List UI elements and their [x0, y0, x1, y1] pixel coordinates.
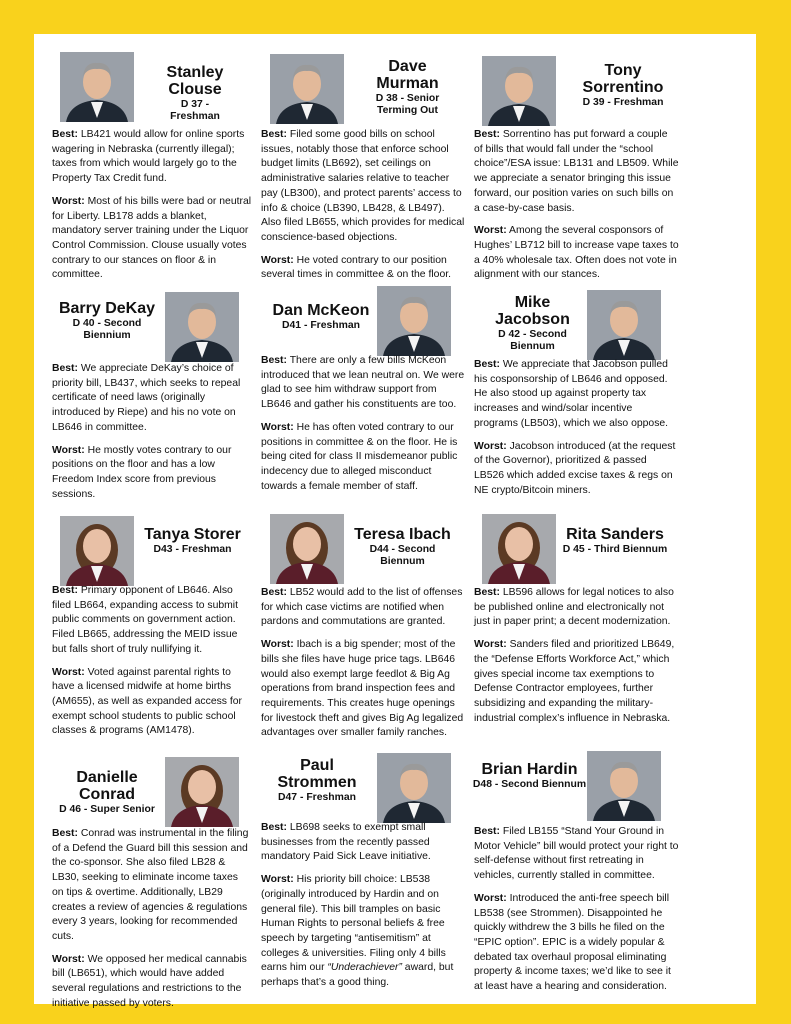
district: D44 [369, 544, 389, 555]
portrait-woman-photo [165, 757, 239, 827]
best-text: Filed LB155 “Stand Your Ground in Motor Vehicle” bill would protect your right to self-defense without first retreating in vehicles, currently stalled in committee. [474, 826, 679, 882]
term: Freshman [306, 792, 356, 803]
best-paragraph [52, 584, 252, 658]
portrait-man-photo [60, 52, 134, 122]
district-term: D 38 - Senior Terming Out [375, 93, 440, 116]
worst-text: He voted contrary to our position several times in committee & on the floor. [261, 254, 451, 281]
term: Second Biennium [83, 318, 142, 341]
best-text: LB421 would allow for online sports wagering in Nebraska (currently illegal); taxes from which would largely go to the Property Tax Credit fund. [52, 129, 245, 185]
best-paragraph [261, 128, 466, 246]
name-line: Clouse [168, 81, 222, 98]
best-paragraph [474, 825, 679, 884]
name-line: Stanley [166, 64, 224, 81]
best-text: LB596 allows for legal notices to also be published online and electronically not just in paper print; a decent modernization. [474, 587, 674, 628]
worst-text: Voted against parental rights to have a licensed midwife at home births (AM655), as well as expanded access for exempt school students to public school classes & programs (AM1478). [52, 666, 243, 737]
district-term: D48 - Second Biennum [472, 779, 587, 790]
district-term: D 46 - Super Senior [59, 804, 155, 815]
portrait-man-photo [165, 292, 239, 362]
best-paragraph [52, 827, 252, 945]
best-text: Conrad was instrumental in the filing of a Defend the Guard bill this session and the co-sponsor. She also filed LB28 & LB30, seeking to eliminate income taxes on tips & overtime. Additionally, LB29 creates a review of agencies & regulations every 3 years, looking for recommended cuts. [52, 828, 249, 942]
worst-paragraph [474, 892, 679, 995]
worst-text: Introduced the anti-free speech bill LB538 (see Strommen). Disappointed he quickly withdrew the 3 bills he filed on the “EPIC option”. EPIC is a widely popular & debated tax overhaul proposal eliminating property & income taxes; we’d like to see it at least have a hearing and consideration. [474, 892, 671, 993]
worst-label: Worst: [52, 953, 85, 965]
district-term: D 37 - Freshman [170, 99, 220, 122]
term: Super Senior [90, 804, 155, 815]
term: Freshman [181, 544, 232, 555]
portrait-man-photo [482, 56, 556, 126]
portrait-woman-photo [482, 514, 556, 584]
best-text: We appreciate that Jacobson pulled his cosponsorship of LB646 and opposed. He also stood up against property tax increases and wind/solar incentive programs (LB503), which we also oppose. [474, 359, 669, 429]
term: Freshman [613, 97, 664, 108]
best-label: Best: [261, 822, 287, 833]
portrait-woman-photo [60, 516, 134, 586]
legislator-name [560, 526, 670, 556]
legislator-name [262, 302, 380, 332]
name-line: Paul [300, 757, 334, 774]
district: D41 [282, 320, 302, 331]
legislator-name [52, 300, 162, 342]
district-term: D43 - Freshman [153, 544, 232, 555]
best-text: Filed some good bills on school issues, notably those that enforce school budget limits (LB692), set ceilings on administrative salaries relative to teacher pay (LB300), and protect parents’ access to info & choice (LB390, LB428, & LB497). Also filed LB655, which provides for medical conscience-based objections. [261, 129, 465, 243]
name-line: Conrad [79, 786, 135, 803]
worst-label: Worst: [261, 639, 294, 651]
legislator-name [472, 761, 587, 791]
district: D 42 [498, 329, 521, 340]
worst-text: Ibach is a big spender; most of the bills she files have huge price tags. LB646 would also exempt large feedlot & Big Ag operations from brand inspection fees and requirements. This creates huge openings for livestock theft and gives Big Ag legalized advantages over smaller family ranches. [261, 639, 464, 739]
portrait-man-photo [587, 290, 661, 360]
term: Second Biennum [380, 544, 436, 567]
best-paragraph [52, 128, 252, 187]
worst-paragraph [474, 440, 679, 499]
district: D47 [278, 792, 298, 803]
best-label: Best: [52, 585, 78, 596]
portrait-woman-photo [270, 514, 344, 584]
legislator-name [140, 526, 245, 556]
portrait-man-photo [377, 286, 451, 356]
district: D 39 [582, 97, 605, 108]
portrait-man-photo [270, 54, 344, 124]
name-line: Brian Hardin [481, 761, 578, 778]
worst-text: Most of his bills were bad or neutral for Liberty. LB178 adds a blanket, mandatory server training under the Liquor Control Commission. Clouse usually votes contrary to our stances on floor & in committee. [52, 195, 252, 281]
worst-paragraph [52, 195, 252, 283]
legislator-name [480, 294, 585, 353]
worst-label: Worst: [474, 225, 507, 237]
legislator-name [262, 757, 372, 804]
best-paragraph [261, 354, 466, 413]
legislator-name [52, 769, 162, 816]
district-term: D 42 - Second Biennum [498, 329, 567, 352]
name-line: Mike [514, 294, 551, 311]
name-line: Barry DeKay [58, 300, 156, 317]
worst-paragraph [261, 873, 466, 991]
portrait-man-photo [377, 753, 451, 823]
name-line: Rita Sanders [566, 526, 664, 543]
best-paragraph [261, 821, 466, 865]
best-paragraph [474, 358, 679, 432]
term: Second Biennum [510, 329, 567, 352]
worst-text: He has often voted contrary to our positions in committee & on the floor. He is being cited for class II misdemeanor public indecency due to alleged misconduct towards a female member of staff. [261, 421, 458, 492]
worst-label: Worst: [52, 195, 85, 207]
name-line: Jacobson [495, 311, 570, 328]
district: D48 [472, 779, 492, 790]
district-term: D41 - Freshman [282, 320, 360, 331]
worst-paragraph [52, 444, 252, 503]
best-text: Primary opponent of LB646. Also filed LB664, expanding access to submit public comments on government action. Filed LB665, addressing the MEID issue but falls short of truly nullifying it. [52, 585, 238, 655]
best-paragraph [261, 586, 466, 630]
page [34, 34, 756, 1009]
worst-tail: award, but perhaps that’s a good thing. [261, 962, 454, 989]
worst-label: Worst: [474, 639, 507, 651]
legislator-name [568, 62, 678, 109]
worst-paragraph [261, 638, 466, 741]
legislator-name [350, 526, 455, 568]
best-label: Best: [474, 129, 500, 140]
worst-label: Worst: [261, 421, 294, 433]
worst-paragraph [261, 254, 466, 283]
worst-text: His priority bill choice: LB538 (originally introduced by Hardin and on general file). This bill tramples on basic Human Rights to personal beliefs & free speech by targeting “antisemitism” at colleges & universities. Filing only 4 bills earns him our [261, 874, 446, 974]
name-line: Tanya Storer [144, 526, 241, 543]
portrait-man-photo [587, 751, 661, 821]
best-text: Sorrentino has put forward a couple of bills that would fall under the “school choice”/ESA issue: LB131 and LB509. While we appreciate a senator bringing this issue forward, our position varies on such bills on a case-by-case basis. [474, 129, 679, 214]
worst-paragraph [52, 953, 252, 1012]
district: D 37 [180, 99, 203, 110]
best-text: LB52 would add to the list of offenses for which case victims are notified when pardons and commutations are granted. [261, 587, 463, 628]
best-text: There are only a few bills McKeon introduced that we lean neutral on. We were glad to see him withdraw support from LB646 and gather his constituents are too. [261, 355, 465, 411]
name-line: Murman [376, 75, 439, 92]
district-term: D 40 - Second Biennium [72, 318, 142, 341]
best-text: LB698 seeks to exempt small businesses from the recently passed mandatory Paid Sick Leave initiative. [261, 822, 431, 863]
worst-label: Worst: [474, 892, 507, 904]
best-label: Best: [52, 129, 78, 140]
district-term: D47 - Freshman [278, 792, 356, 803]
name-line: Strommen [277, 774, 357, 791]
best-label: Best: [261, 355, 287, 366]
name-line: Sorrentino [582, 79, 664, 96]
term: Third Biennum [593, 544, 668, 555]
worst-label: Worst: [52, 444, 85, 456]
best-label: Best: [474, 587, 500, 598]
best-text: We appreciate DeKay’s choice of priority bill, LB437, which seeks to repeal certificate of need laws (originally introduced by Riepe) and his no vote on LB646 in committee. [52, 363, 241, 433]
district-term: D44 - Second Biennum [369, 544, 436, 567]
worst-italic: “Underachiever” [327, 962, 402, 974]
district-term: D 45 - Third Biennum [562, 544, 668, 555]
district: D 40 [72, 318, 95, 329]
term: Freshman [170, 111, 220, 122]
worst-paragraph [474, 224, 679, 283]
best-paragraph [52, 362, 252, 436]
worst-label: Worst: [261, 254, 294, 266]
district: D43 [153, 544, 173, 555]
worst-label: Worst: [52, 666, 85, 678]
legislator-name [360, 58, 455, 117]
district: D 46 [59, 804, 82, 815]
worst-text: Jacobson introduced (at the request of the Governor), prioritized & passed LB526 which added excise taxes & regs on NE crypto/Bitcoin miners. [474, 440, 676, 496]
worst-paragraph [52, 666, 252, 740]
name-line: Teresa Ibach [354, 526, 451, 543]
worst-paragraph [261, 421, 466, 495]
term: Freshman [310, 320, 360, 331]
worst-paragraph [474, 638, 679, 726]
best-label: Best: [474, 359, 500, 370]
worst-text: We opposed her medical cannabis bill (LB651), which would have added several regulations and restrictions to the initiative passed by voters. [52, 953, 247, 1009]
worst-text: Among the several cosponsors of Hughes’ LB712 bill to increase vape taxes to a 40% wholesale tax. Often does not vote in alignment with our stances. [474, 225, 679, 281]
best-paragraph [474, 128, 679, 216]
district: D 38 [375, 93, 398, 104]
worst-text: He mostly votes contrary to our positions on the floor and has a low Freedom Index score from previous sessions. [52, 444, 232, 500]
worst-label: Worst: [261, 874, 294, 886]
best-paragraph [474, 586, 679, 630]
legislator-name [155, 64, 235, 123]
best-label: Best: [474, 826, 500, 837]
name-line: Dan McKeon [272, 302, 370, 319]
name-line: Danielle [76, 769, 138, 786]
worst-text: Sanders filed and prioritized LB649, the “Defense Efforts Workforce Act,” which gives special income tax exemptions to Defense Contractor employees, further subsidizing and expanding the military-industrial complex’s influence in Nebraska. [474, 639, 675, 724]
worst-label: Worst: [474, 440, 507, 452]
best-label: Best: [261, 129, 287, 140]
best-label: Best: [52, 363, 78, 374]
name-line: Tony [604, 62, 642, 79]
name-line: Dave [388, 58, 427, 75]
term: Senior Terming Out [377, 93, 440, 116]
district: D 45 [562, 544, 585, 555]
term: Second Biennum [501, 779, 587, 790]
district-term: D 39 - Freshman [582, 97, 664, 108]
best-label: Best: [52, 828, 78, 839]
best-label: Best: [261, 587, 287, 598]
